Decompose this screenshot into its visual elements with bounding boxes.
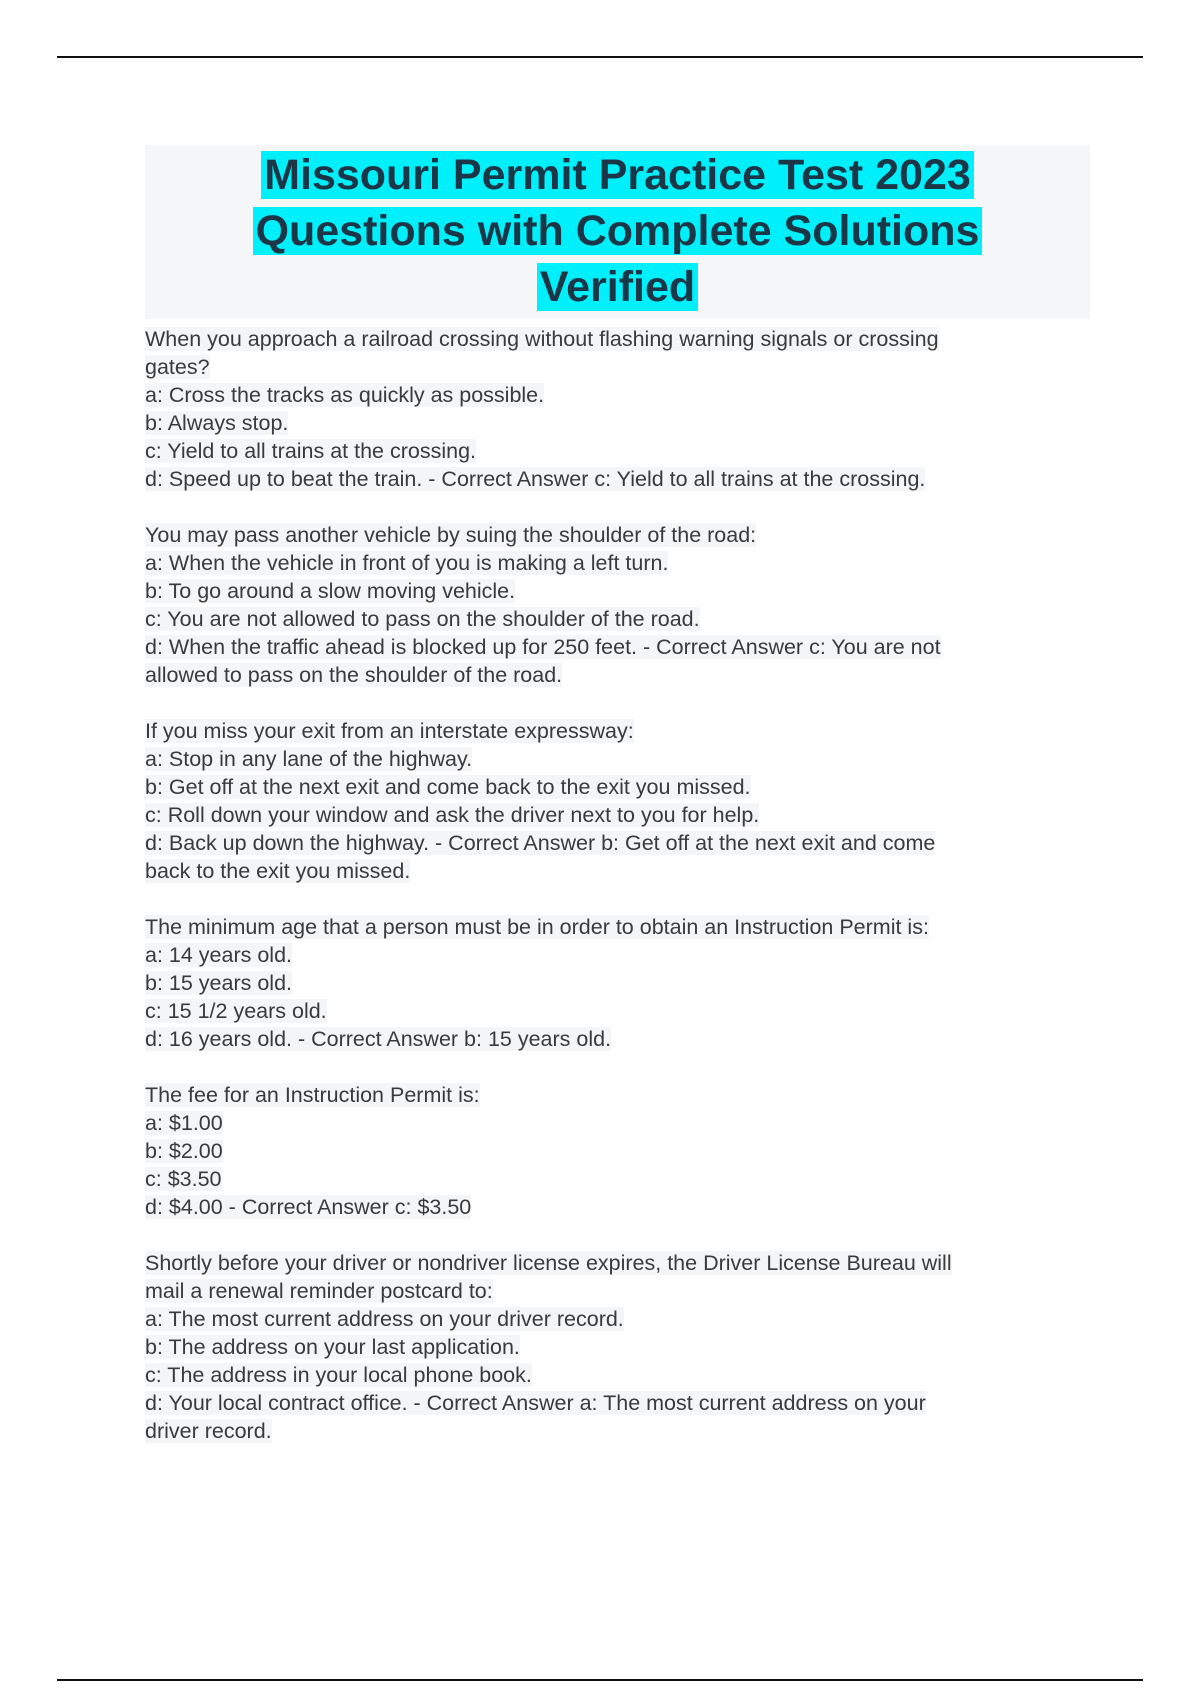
title-line: Missouri Permit Practice Test 2023 <box>145 147 1090 203</box>
answer-option: c: You are not allowed to pass on the shoulder of the road. <box>145 607 700 631</box>
answer-option: a: Cross the tracks as quickly as possible. <box>145 383 545 407</box>
answer-option: a: $1.00 <box>145 1111 223 1135</box>
answer-option: back to the exit you missed. <box>145 859 411 883</box>
question-block <box>145 521 1090 689</box>
question-text: Shortly before your driver or nondriver license expires, the Driver License Bureau will <box>145 1251 952 1275</box>
answer-option: d: Your local contract office. - Correct Answer a: The most current address on your <box>145 1391 926 1415</box>
answer-option: d: 16 years old. - Correct Answer b: 15 years old. <box>145 1027 612 1051</box>
answer-option: b: Always stop. <box>145 411 289 435</box>
answer-option: a: When the vehicle in front of you is making a left turn. <box>145 551 669 575</box>
question-text: You may pass another vehicle by suing the shoulder of the road: <box>145 523 757 547</box>
answer-option: c: 15 1/2 years old. <box>145 999 327 1023</box>
answer-option: b: 15 years old. <box>145 971 293 995</box>
answer-option: b: Get off at the next exit and come back to the exit you missed. <box>145 775 751 799</box>
answer-option: a: Stop in any lane of the highway. <box>145 747 473 771</box>
question-text: The fee for an Instruction Permit is: <box>145 1083 480 1107</box>
document-body <box>145 145 1090 1473</box>
answer-option: d: When the traffic ahead is blocked up for 250 feet. - Correct Answer c: You are not <box>145 635 941 659</box>
question-block <box>145 325 1090 493</box>
title-line: Questions with Complete Solutions <box>145 203 1090 259</box>
answer-option: d: Speed up to beat the train. - Correct Answer c: Yield to all trains at the crossing. <box>145 467 926 491</box>
question-block <box>145 913 1090 1053</box>
answer-option: c: Yield to all trains at the crossing. <box>145 439 477 463</box>
title-line: Verified <box>145 259 1090 315</box>
answer-option: b: The address on your last application. <box>145 1335 520 1359</box>
answer-option: d: $4.00 - Correct Answer c: $3.50 <box>145 1195 472 1219</box>
question-text: gates? <box>145 355 210 379</box>
top-rule <box>57 56 1143 58</box>
question-block <box>145 717 1090 885</box>
bottom-rule <box>57 1679 1143 1681</box>
question-text: mail a renewal reminder postcard to: <box>145 1279 493 1303</box>
question-block <box>145 1249 1090 1445</box>
question-text: If you miss your exit from an interstate expressway: <box>145 719 634 743</box>
answer-option: driver record. <box>145 1419 272 1443</box>
answer-option: c: $3.50 <box>145 1167 222 1191</box>
answer-option: b: To go around a slow moving vehicle. <box>145 579 516 603</box>
answer-option: c: Roll down your window and ask the driver next to you for help. <box>145 803 760 827</box>
question-text: The minimum age that a person must be in order to obtain an Instruction Permit is: <box>145 915 929 939</box>
question-block <box>145 1081 1090 1221</box>
answer-option: a: The most current address on your driver record. <box>145 1307 624 1331</box>
answer-option: a: 14 years old. <box>145 943 293 967</box>
answer-option: d: Back up down the highway. - Correct Answer b: Get off at the next exit and come <box>145 831 936 855</box>
answer-option: b: $2.00 <box>145 1139 223 1163</box>
answer-option: allowed to pass on the shoulder of the road. <box>145 663 563 687</box>
page-title <box>145 145 1090 319</box>
question-text: When you approach a railroad crossing without flashing warning signals or crossing <box>145 327 939 351</box>
answer-option: c: The address in your local phone book. <box>145 1363 532 1387</box>
